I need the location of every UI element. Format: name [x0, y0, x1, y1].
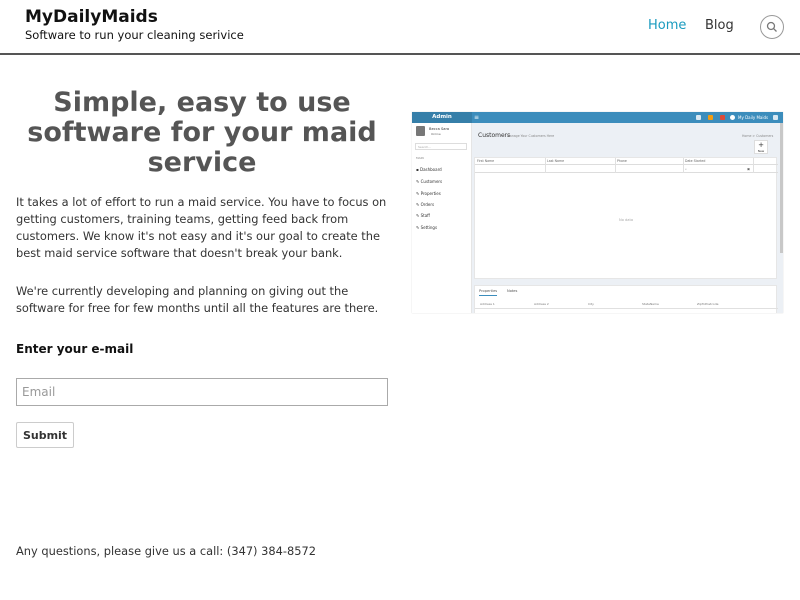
mock-new-label: New [757, 149, 765, 153]
mock-user-name: Becca Sara [429, 127, 450, 131]
mock-col-divider [683, 158, 684, 173]
mock-detail-col: StateName [642, 302, 659, 306]
mock-flag-icon [720, 115, 725, 120]
mock-grid-header [475, 158, 778, 165]
mock-sidebar [412, 123, 472, 313]
search-icon: ⌕ [685, 167, 687, 171]
mock-col-divider [545, 158, 546, 173]
mock-col-divider [753, 158, 754, 173]
mock-nav-item: ✎ Orders [416, 202, 435, 207]
mock-nav-item: ✎ Customers [416, 179, 443, 184]
mock-bell-icon [708, 115, 713, 120]
mock-detail-divider [475, 308, 778, 309]
mock-search-field: Search... [415, 143, 467, 150]
search-button[interactable] [760, 15, 784, 39]
mock-grid-col: Date Started [685, 159, 706, 163]
app-screenshot [412, 112, 783, 313]
plus-icon: + [758, 141, 764, 149]
mock-detail-col: Address 2 [534, 302, 549, 306]
mock-nav-item: ✎ Staff [416, 213, 430, 218]
mock-user-avatar [416, 126, 425, 136]
mock-nav-item: ✎ Properties [416, 191, 441, 196]
submit-button[interactable]: Submit [16, 422, 74, 448]
mock-data-grid [474, 157, 777, 279]
mock-col-divider [615, 158, 616, 173]
mock-detail-col: Address 1 [480, 302, 495, 306]
mock-grid-filter-row [475, 165, 778, 173]
nav-blog-link[interactable]: Blog [705, 18, 734, 33]
mock-page-subtitle: Manage Your Customers Here [507, 134, 555, 138]
contact-text: Any questions, please give us a call: (347) 384-8572 [16, 544, 316, 558]
email-label: Enter your e-mail [16, 342, 134, 356]
mock-admin-logo: Admin [412, 112, 472, 123]
mock-new-button [754, 140, 768, 154]
mock-nav-header: MAIN [416, 156, 424, 160]
mock-mail-icon [696, 115, 701, 120]
nav-home-link[interactable]: Home [648, 18, 687, 33]
mock-breadcrumb: Home > Customers [742, 134, 774, 138]
mock-avatar-icon [730, 115, 735, 120]
mock-detail-col: ZipToPostcode [697, 302, 719, 306]
mock-no-data: No data [619, 218, 634, 222]
search-icon [766, 21, 778, 33]
mock-scrollbar [780, 123, 783, 253]
mock-detail-col: City [588, 302, 594, 306]
mock-main [472, 123, 783, 313]
mock-tab-properties: Properties [479, 289, 497, 296]
site-header [0, 0, 800, 55]
status-paragraph: We're currently developing and planning on giving out the software for free for few months until all the features are there. [16, 284, 379, 315]
mock-detail-panel [474, 285, 777, 313]
mock-grid-col: Phone [617, 159, 627, 163]
mock-nav-item: ▪ Dashboard [416, 167, 442, 172]
mock-grid-col: Last Name [547, 159, 565, 163]
mock-tab-notes: Notes [507, 289, 518, 293]
mock-top-label: My Daily Maids [738, 115, 769, 120]
email-input[interactable] [16, 378, 388, 406]
calendar-icon: ▣ [747, 167, 751, 171]
hero-title: Simple, easy to use software for your maid service [27, 87, 377, 178]
mock-share-icon [773, 115, 778, 120]
mock-user-status: Online [431, 132, 441, 136]
mock-grid-col: First Name [477, 159, 495, 163]
mock-menu-icon: ≡ [474, 114, 480, 121]
brand-title[interactable]: MyDailyMaids [25, 7, 158, 27]
brand-tagline: Software to run your cleaning serivice [25, 28, 244, 42]
intro-paragraph: It takes a lot of effort to run a maid service. You have to focus on getting customers, training teams, getting feed back from customers. We know it's not easy and it's our goal to create the best maid service software that doesn't break your bank. [16, 195, 387, 260]
mock-nav-item: ✎ Settings [416, 225, 438, 230]
mock-page-title: Customers [478, 132, 511, 139]
